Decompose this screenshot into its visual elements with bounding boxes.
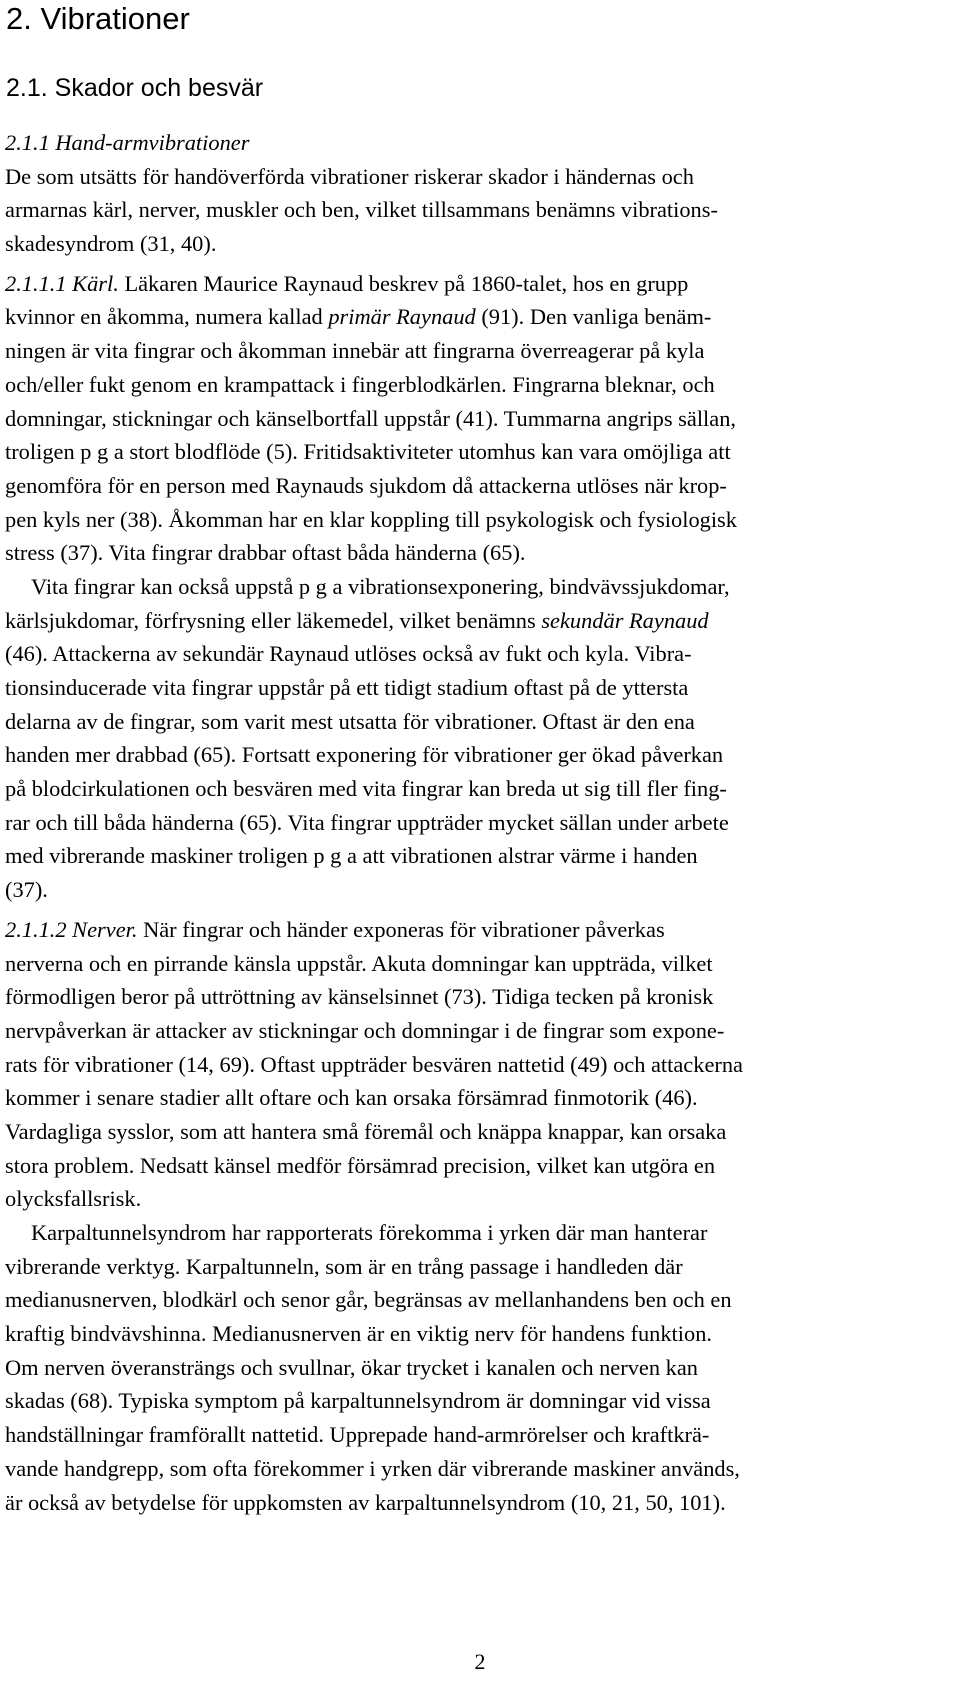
karpal-paragraph-line: vande handgrepp, som ofta förekommer i yrken där vibrerande maskiner används, [5,1455,740,1481]
secondary-paragraph-line: delarna av de fingrar, som varit mest utsatta för vibrationer. Oftast är den ena [5,708,695,734]
primary-raynaud-term: primär Raynaud [328,304,476,330]
nerver-paragraph-line: Vardagliga sysslor, som att hantera små föremål och knäppa knappar, kan orsaka [5,1118,727,1144]
intro-line: armarnas kärl, nerver, muskler och ben, vilket tillsammans benämns vibrations- [5,197,718,223]
intro-line: De som utsätts för handöverförda vibrationer riskerar skador i händernas och [5,163,694,189]
karpal-paragraph-line: vibrerande verktyg. Karpaltunneln, som är en trång passage i handleden där [5,1253,683,1279]
secondary-paragraph-line: (46). Attackerna av sekundär Raynaud utlöses också av fukt och kyla. Vibra- [5,641,692,667]
secondary-line2-start: kärlsjukdomar, förfrysning eller läkemedel, vilket benämns [5,607,542,633]
karl-paragraph-line: stress (37). Vita fingrar drabbar oftast båda händerna (65). [5,540,526,566]
nerver-paragraph-line [5,913,955,947]
page-number: 2 [474,1649,486,1674]
karl-paragraph-line: pen kyls ner (38). Åkomman har en klar koppling till psykologisk och fysiologisk [5,506,737,532]
secondary-paragraph-line: (37). [5,877,48,903]
karl-paragraph-line [5,300,955,334]
karpal-paragraph-line: kraftig bindvävshinna. Medianusnerven är en viktig nerv för handens funktion. [5,1321,712,1347]
karl-paragraph-line: ningen är vita fingrar och åkomman innebär att fingrarna överreagerar på kyla [5,338,705,364]
nerver-paragraph-line: förmodligen beror på uttröttning av känselsinnet (73). Tidiga tecken på kronisk [5,984,714,1010]
karpal-line1-text: Karpaltunnelsyndrom har rapporterats förekomma i yrken där man hanterar [31,1220,708,1245]
karl-paragraph-line: domningar, stickningar och känselbortfall uppstår (41). Tummarna angrips sällan, [5,405,737,431]
karpal-paragraph-line: Om nerven överansträngs och svullnar, ökar trycket i kanalen och nerven kan [5,1354,698,1380]
secondary-paragraph-line [5,570,955,604]
body-text [5,126,955,1519]
chapter-title: 2. Vibrationer [6,1,190,36]
nerver-paragraph-line: kommer i senare stadier allt oftare och kan orsaka försämrad finmotorik (46). [5,1085,698,1111]
nerver-paragraph-line: nerverna och en pirrande känsla uppstår. Akuta domningar kan uppträda, vilket [5,950,713,976]
karl-paragraph-line: genomföra för en person med Raynauds sjukdom då attackerna utlöses när krop- [5,472,727,498]
nerver-heading: 2.1.1.2 Nerver. [5,916,138,942]
karl-line2-end: (91). Den vanliga benäm- [475,304,712,330]
secondary-paragraph-line: på blodcirkulationen och besvären med vita fingrar kan breda ut sig till fler fing- [5,776,727,802]
karpal-paragraph-line: handställningar framförallt nattetid. Upprepade hand-armrörelser och kraftkrä- [5,1422,710,1448]
karl-paragraph-line [5,267,955,301]
karpal-paragraph-line [5,1216,955,1250]
nerver-paragraph-line: stora problem. Nedsatt känsel medför försämrad precision, vilket kan utgöra en [5,1152,716,1178]
section-title: 2.1. Skador och besvär [6,74,264,102]
secondary-paragraph-line [5,604,955,638]
nerver-line1-text: När fingrar och händer exponeras för vibrationer påverkas [137,916,665,942]
karpal-paragraph-line: är också av betydelse för uppkomsten av karpaltunnelsyndrom (10, 21, 50, 101). [5,1489,726,1515]
karl-line1-text: Läkaren Maurice Raynaud beskrev på 1860-talet, hos en grupp [118,270,689,296]
subsection-title: 2.1.1 Hand-armvibrationer [5,130,250,155]
secondary-line1-text: Vita fingrar kan också uppstå p g a vibrationsexponering, bindvävssjukdomar, [31,573,730,599]
karl-paragraph-line: och/eller fukt genom en krampattack i fingerblodkärlen. Fingrarna bleknar, och [5,371,715,397]
nerver-paragraph-line: olycksfallsrisk. [5,1186,142,1212]
secondary-paragraph-line: tionsinducerade vita fingrar uppstår på ett tidigt stadium oftast på de yttersta [5,675,689,700]
karpal-paragraph-line: medianusnerven, blodkärl och senor går, begränsas av mellanhandens ben och en [5,1287,732,1313]
karl-heading: 2.1.1.1 Kärl. [5,270,119,296]
karl-line2-start: kvinnor en åkomma, numera kallad [5,304,329,330]
secondary-paragraph-line: med vibrerande maskiner troligen p g a att vibrationen alstrar värme i handen [5,843,698,869]
intro-line: skadesyndrom (31, 40). [5,231,217,257]
secondary-paragraph-line: rar och till båda händerna (65). Vita fingrar uppträder mycket sällan under arbete [5,809,729,835]
nerver-paragraph-line: rats för vibrationer (14, 69). Oftast uppträder besvären nattetid (49) och attackerna [5,1051,743,1077]
secondary-paragraph-line: handen mer drabbad (65). Fortsatt exponering för vibrationer ger ökad påverkan [5,742,724,768]
nerver-paragraph-line: nervpåverkan är attacker av stickningar och domningar i de fingrar som expone- [5,1017,725,1043]
karpal-paragraph-line: skadas (68). Typiska symptom på karpaltunnelsyndrom är domningar vid vissa [5,1388,711,1414]
karl-paragraph-line: troligen p g a stort blodflöde (5). Fritidsaktiviteter utomhus kan vara omöjliga att [5,439,731,465]
secondary-raynaud-term: sekundär Raynaud [541,607,709,633]
